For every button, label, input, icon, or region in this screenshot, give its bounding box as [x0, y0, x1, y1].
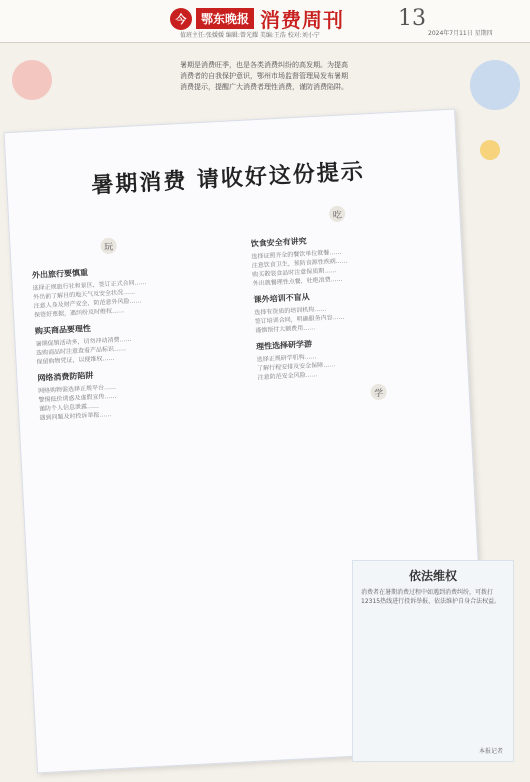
- tag-study: 学: [370, 384, 387, 401]
- section-line: 保管好票据，遇纠纷及时维权……: [33, 307, 125, 319]
- section-line: 注意饮食卫生，预防食源性疾病……: [251, 257, 348, 270]
- sidebar-box: [352, 560, 514, 762]
- decor-circle-blue: [470, 60, 520, 110]
- brand-name: 鄂东晚报: [196, 8, 254, 29]
- section-heading: 购买商品要理性: [34, 323, 92, 336]
- section-heading: 外出旅行要慎重: [31, 268, 89, 280]
- section-line: 网络购物需选择正规平台……: [37, 383, 117, 395]
- section-line: 注意人身及财产安全，防范意外风险……: [33, 297, 142, 310]
- sidebar-text: 消费者在暑期消费过程中如遇到消费纠纷，可拨打12315热线进行投诉举报，依法维护自身合法权益。: [361, 589, 501, 605]
- newspaper-logo: [170, 4, 344, 33]
- section-line: 选择有资质的培训机构……: [254, 305, 327, 317]
- section-line: 选购商品时注意查看产品标识……: [35, 345, 127, 357]
- section-title: 消费周刊: [260, 8, 345, 32]
- decor-circle-yellow: [480, 140, 500, 160]
- section-heading: 课外培训不盲从: [253, 292, 310, 305]
- section-line: 警惕低价诱惑及虚假宣传……: [38, 392, 117, 404]
- section-line: 注意防范安全风险……: [257, 371, 318, 382]
- section-line: 保留购物凭证，以便维权……: [36, 354, 115, 366]
- page-date: 2024年7月11日 星期四: [428, 30, 493, 37]
- section-line: 签订培训合同，明确服务内容……: [254, 313, 345, 326]
- article-left-column: [31, 253, 266, 753]
- section-line: 谨防个人信息泄露……: [38, 402, 100, 413]
- tag-play: 玩: [100, 238, 117, 255]
- section-heading: 网络消费防陷阱: [37, 370, 94, 383]
- section-line: 暑期促销活动多，切勿冲动消费……: [35, 335, 132, 348]
- intro-text: 暑期是消费旺季，也是各类消费纠纷的高发期。为提高消费者的自我保护意识，鄂州市场监督管理局发布暑期消费提示，提醒广大消费者理性消费，谨防消费陷阱。: [180, 61, 348, 91]
- section-heading: 饮食安全有讲究: [250, 236, 307, 249]
- section-line: 谨慎预付大额费用……: [255, 324, 316, 335]
- masthead: [0, 0, 530, 43]
- section-line: 了解行程安排及安全保障……: [257, 361, 336, 373]
- section-line: 外出前了解目的地天气及安全状况……: [33, 288, 136, 301]
- section-line: 选择正规旅行社和景区，签订正式合同……: [32, 278, 147, 292]
- tag-eat: 吃: [329, 206, 346, 223]
- author-signature: 本报记者: [478, 748, 503, 755]
- page-number: 13: [398, 6, 426, 31]
- section-line: 选择证照齐全的餐饮单位就餐……: [251, 248, 342, 261]
- logo-badge: 今: [170, 8, 192, 30]
- section-line: 选择正规研学机构……: [256, 353, 317, 364]
- decor-circle-red: [12, 60, 52, 100]
- sidebar-title: 依法维权: [408, 569, 457, 583]
- section-line: 购买散装食品时注意保质期……: [252, 267, 337, 279]
- editor-credits: 值班主任:张媛媛 编辑:曾光耀 美编:王浩 校对:刘小宁: [180, 32, 320, 39]
- section-line: 遇到问题及时投诉举报……: [39, 411, 112, 422]
- section-heading: 理性选择研学游: [255, 339, 313, 352]
- article-headline: 暑期消费 请收好这份提示: [90, 159, 366, 199]
- section-line: 外出就餐理性点餐，杜绝浪费……: [252, 275, 343, 288]
